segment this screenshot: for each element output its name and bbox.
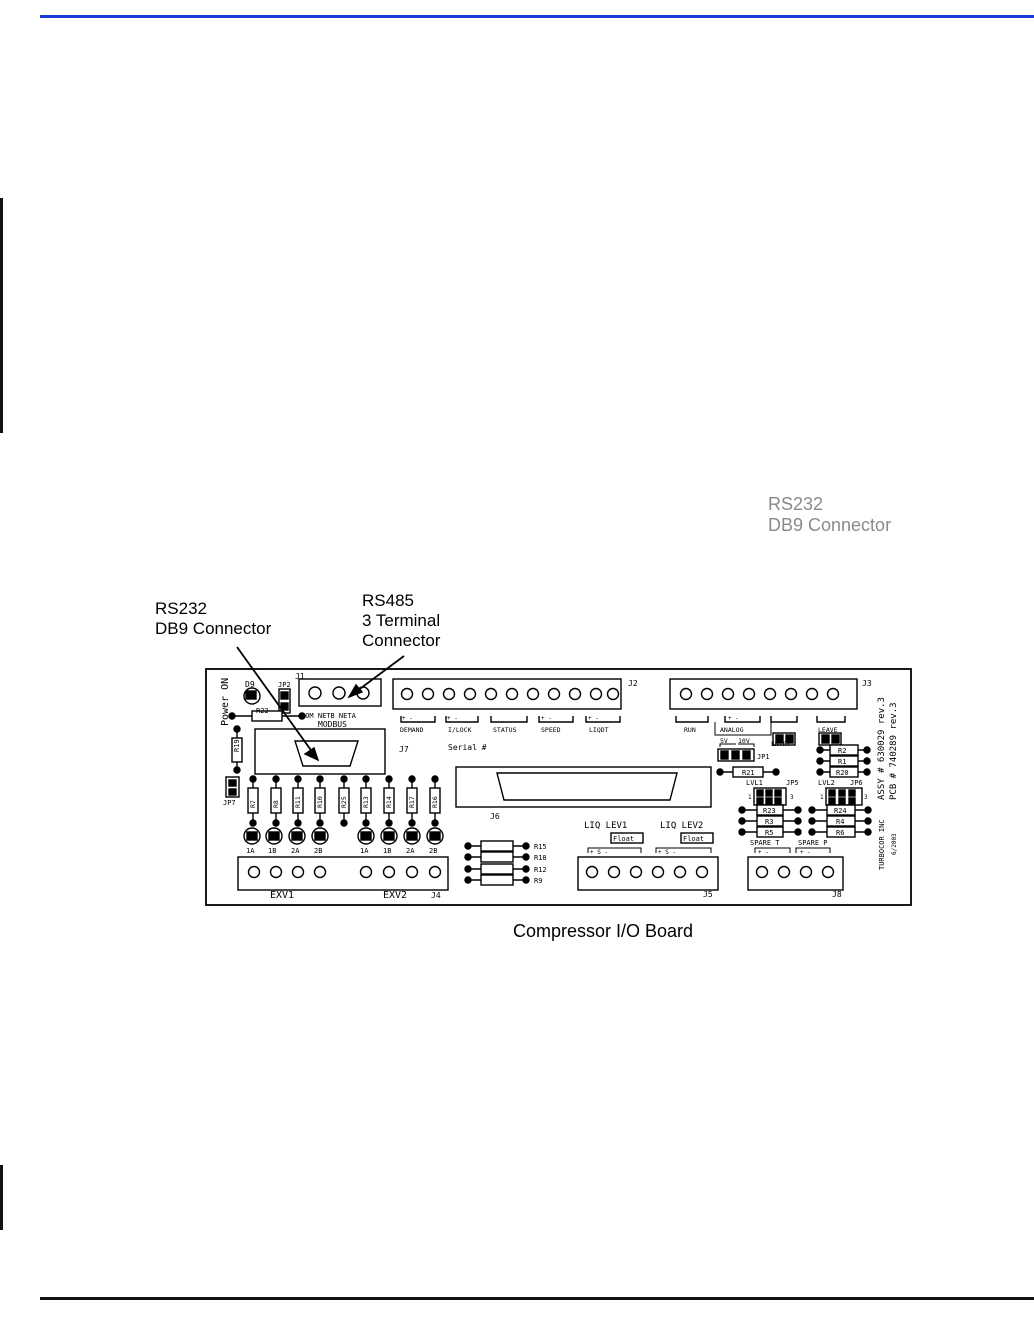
exv2-label: EXV2 xyxy=(383,890,408,901)
r6-label: R6 xyxy=(836,829,845,837)
svg-text:+ -: + - xyxy=(728,715,739,722)
jp7-label: JP7 xyxy=(223,799,236,807)
resistor-label: R7 xyxy=(249,800,257,808)
svg-text:3: 3 xyxy=(864,794,868,801)
svg-text:+ -: + - xyxy=(402,715,413,722)
resistor-label: R25 xyxy=(340,796,348,808)
led-row xyxy=(244,828,443,844)
svg-text:1: 1 xyxy=(820,794,824,801)
10v-label: 10V xyxy=(738,737,750,745)
j2-label: J2 xyxy=(628,679,638,688)
led-label: 2B xyxy=(429,847,438,855)
j3-terminal-label: ANALOG xyxy=(720,726,744,734)
serial-label: Serial # xyxy=(448,743,487,752)
assy-label: ASSY # 630029 rev.3 xyxy=(877,697,887,800)
svg-text:+ S -: + S - xyxy=(658,849,677,856)
j1-label: J1 xyxy=(295,672,305,681)
board-outline xyxy=(206,669,911,905)
j3-terminal-label: RUN xyxy=(684,726,696,734)
j7-label: J7 xyxy=(399,745,409,754)
pcb-label: PCB # 740289 rev.3 xyxy=(889,702,899,800)
j2-terminal-label: SPEED xyxy=(541,726,561,734)
r22-label: R22 xyxy=(256,707,269,715)
5v-label: 5V xyxy=(720,737,728,745)
svg-text:1: 1 xyxy=(748,794,752,801)
j3-label: J3 xyxy=(862,679,872,688)
faint-rs232-label: RS232 DB9 Connector xyxy=(768,494,892,535)
jp6-label: JP6 xyxy=(850,779,863,787)
svg-text:+ -: + - xyxy=(447,715,458,722)
spare-t-label: SPARE T xyxy=(750,839,780,847)
led-label: 1B xyxy=(383,847,392,855)
float-label: Float xyxy=(613,835,635,843)
resistor-label: R13 xyxy=(362,796,370,808)
rs485-arrowhead xyxy=(349,685,362,697)
j4-label: J4 xyxy=(431,891,441,900)
rs232-callout: RS232 DB9 Connector xyxy=(155,599,272,638)
r24-label: R24 xyxy=(834,807,847,815)
date-label: 6/2003 xyxy=(891,833,898,855)
resistor-label: R17 xyxy=(408,796,416,808)
liq-lev2-label: LIQ LEV2 xyxy=(660,821,704,831)
j1-pin-labels: COM NETB NETA xyxy=(301,712,356,720)
r2-label: R2 xyxy=(838,747,847,755)
resistor-label: R8 xyxy=(272,800,280,808)
middle-resistor-group xyxy=(465,841,529,885)
jp5-label: JP5 xyxy=(786,779,799,787)
rs485-arrow xyxy=(353,656,404,694)
resistor-label: R10 xyxy=(316,796,324,808)
modbus-label: MODBUS xyxy=(318,720,347,729)
svg-text:+ S -: + S - xyxy=(590,849,609,856)
r18-label: R18 xyxy=(534,854,547,862)
liq-lev1-label: LIQ LEV1 xyxy=(584,821,628,831)
bottom-rule xyxy=(40,1297,1034,1300)
exv1-label: EXV1 xyxy=(270,890,295,901)
r21-label: R21 xyxy=(742,769,755,777)
lvl2-label: LVL2 xyxy=(818,779,835,787)
j3-terminal xyxy=(670,679,857,709)
led-label: 2A xyxy=(406,847,415,855)
lvl1-label: LVL1 xyxy=(746,779,763,787)
j6-label: J6 xyxy=(490,812,500,821)
r23-label: R23 xyxy=(763,807,776,815)
r3-label: R3 xyxy=(765,818,774,826)
float-label: Float xyxy=(683,835,705,843)
svg-text:+ -: + - xyxy=(800,849,811,856)
resistor-label: R16 xyxy=(431,796,439,808)
jp2-label: JP2 xyxy=(278,681,291,689)
r9-label: R9 xyxy=(534,877,543,885)
r19-label: R19 xyxy=(233,739,241,752)
jp1-label: JP1 xyxy=(757,753,770,761)
svg-text:3: 3 xyxy=(790,794,794,801)
j7-db9-connector xyxy=(255,729,385,774)
r1-label: R1 xyxy=(838,758,847,766)
resistor-label: R14 xyxy=(385,796,393,808)
r20-label: R20 xyxy=(836,769,849,777)
svg-text:+ -: + - xyxy=(758,849,769,856)
led-label: 1A xyxy=(360,847,369,855)
led-label: 2A xyxy=(291,847,300,855)
spare-p-label: SPARE P xyxy=(798,839,828,847)
r4-label: R4 xyxy=(836,818,845,826)
j3-terminal-label: LEAVE xyxy=(818,726,838,734)
j3-terminal-label: ENTRY xyxy=(771,740,791,748)
svg-text:+ -: + - xyxy=(588,715,599,722)
led-label: 1B xyxy=(268,847,277,855)
j2-terminal-label: I/LOCK xyxy=(448,726,472,734)
j2-terminal-label: DEMAND xyxy=(400,726,424,734)
j2-terminal-label: LIQDT xyxy=(589,726,609,734)
rs232-arrowhead xyxy=(305,748,318,760)
j4-terminal xyxy=(238,857,448,890)
led-label: 1A xyxy=(246,847,255,855)
led-label: 2B xyxy=(314,847,323,855)
j5-label: J5 xyxy=(703,890,713,899)
j8-label: J8 xyxy=(832,890,842,899)
manufacturer-label: TURBOCOR INC xyxy=(878,819,886,870)
r5-label: R5 xyxy=(765,829,774,837)
j8-terminal xyxy=(748,857,843,890)
figure-caption: Compressor I/O Board xyxy=(513,921,694,941)
power-on-label: Power ON xyxy=(220,677,231,726)
rs485-callout: RS485 3 Terminal Connector xyxy=(362,591,441,650)
j2-terminal-label: STATUS xyxy=(493,726,517,734)
svg-text:+ -: + - xyxy=(541,715,552,722)
r15-label: R15 xyxy=(534,843,547,851)
r12-label: R12 xyxy=(534,866,547,874)
d9-label: D9 xyxy=(245,680,255,689)
resistor-label: R11 xyxy=(294,796,302,808)
